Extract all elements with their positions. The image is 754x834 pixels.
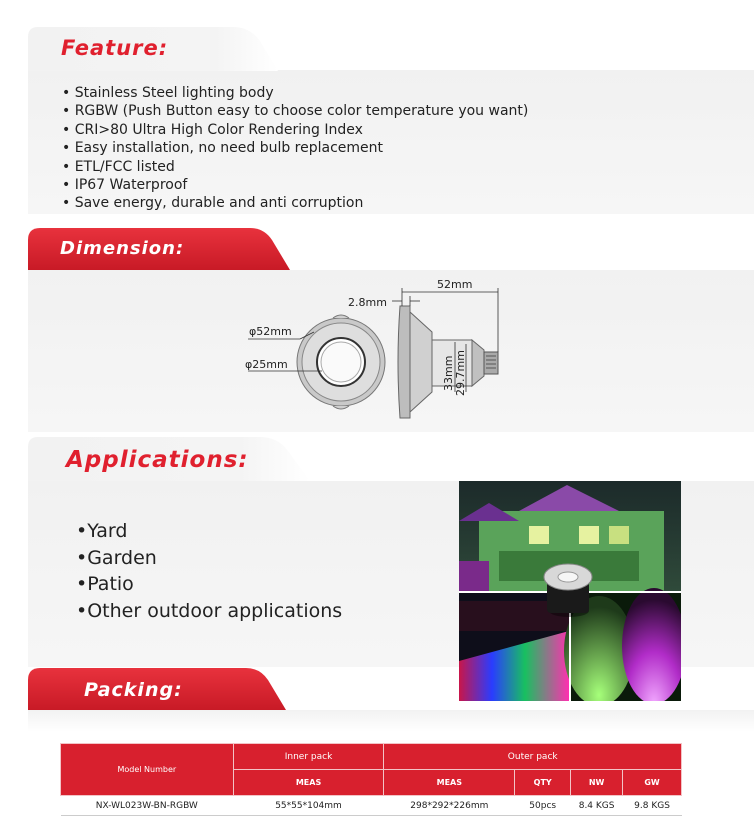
application-item: •Garden xyxy=(76,546,157,569)
feature-item: • ETL/FCC listed xyxy=(62,158,175,175)
inner-diameter-label: φ25mm xyxy=(245,358,288,371)
collage-image xyxy=(459,481,681,701)
feature-title: Feature: xyxy=(61,36,169,60)
application-item: •Yard xyxy=(76,520,128,542)
feature-item: • Easy installation, no need bulb replacement xyxy=(62,140,384,157)
outer-meas-cell: 298*292*226mm xyxy=(384,796,515,816)
packing-table xyxy=(60,743,682,816)
feature-header xyxy=(28,27,278,71)
outer-pack-header: Outer pack xyxy=(384,744,682,770)
packing-header xyxy=(28,668,286,712)
height-a-label: 33mm xyxy=(442,355,455,391)
model-number-header: Model Number xyxy=(61,744,234,796)
qty-header: QTY xyxy=(515,770,571,796)
nw-header: NW xyxy=(571,770,623,796)
dimension-title: Dimension: xyxy=(60,238,185,259)
applications-header xyxy=(28,437,310,481)
outer-meas-header: MEAS xyxy=(384,770,515,796)
packing-section-bg xyxy=(28,710,754,732)
feature-item: • RGBW (Push Button easy to choose color temperature you want) xyxy=(62,103,529,120)
feature-item: • Save energy, durable and anti corruption xyxy=(62,195,364,212)
height-b-label: 29.7mm xyxy=(454,350,467,396)
packing-title: Packing: xyxy=(84,679,183,701)
gw-cell: 9.8 KGS xyxy=(623,796,682,816)
inner-meas-header: MEAS xyxy=(233,770,384,796)
qty-cell: 50pcs xyxy=(515,796,571,816)
outer-diameter-label: φ52mm xyxy=(249,325,292,338)
nw-cell: 8.4 KGS xyxy=(571,796,623,816)
feature-item: • IP67 Waterproof xyxy=(62,177,188,194)
flange-label: 2.8mm xyxy=(348,296,387,309)
inner-pack-header: Inner pack xyxy=(233,744,384,770)
applications-list xyxy=(76,518,342,624)
width-label: 52mm xyxy=(437,278,473,291)
applications-title: Applications: xyxy=(66,447,249,473)
dimension-header xyxy=(28,228,290,272)
inner-meas-cell: 55*55*104mm xyxy=(233,796,384,816)
feature-item: • Stainless Steel lighting body xyxy=(62,85,274,101)
table-row xyxy=(61,796,682,816)
model-cell: NX-WL023W-BN-RGBW xyxy=(61,796,234,816)
feature-list xyxy=(62,84,528,213)
side-view xyxy=(392,288,498,418)
dimension-drawing xyxy=(0,270,754,430)
feature-item: • CRI>80 Ultra High Color Rendering Index xyxy=(62,121,363,138)
gw-header: GW xyxy=(623,770,682,796)
application-item: •Patio xyxy=(76,573,134,595)
applications-photo-collage xyxy=(459,481,681,701)
application-item: •Other outdoor applications xyxy=(76,599,343,622)
